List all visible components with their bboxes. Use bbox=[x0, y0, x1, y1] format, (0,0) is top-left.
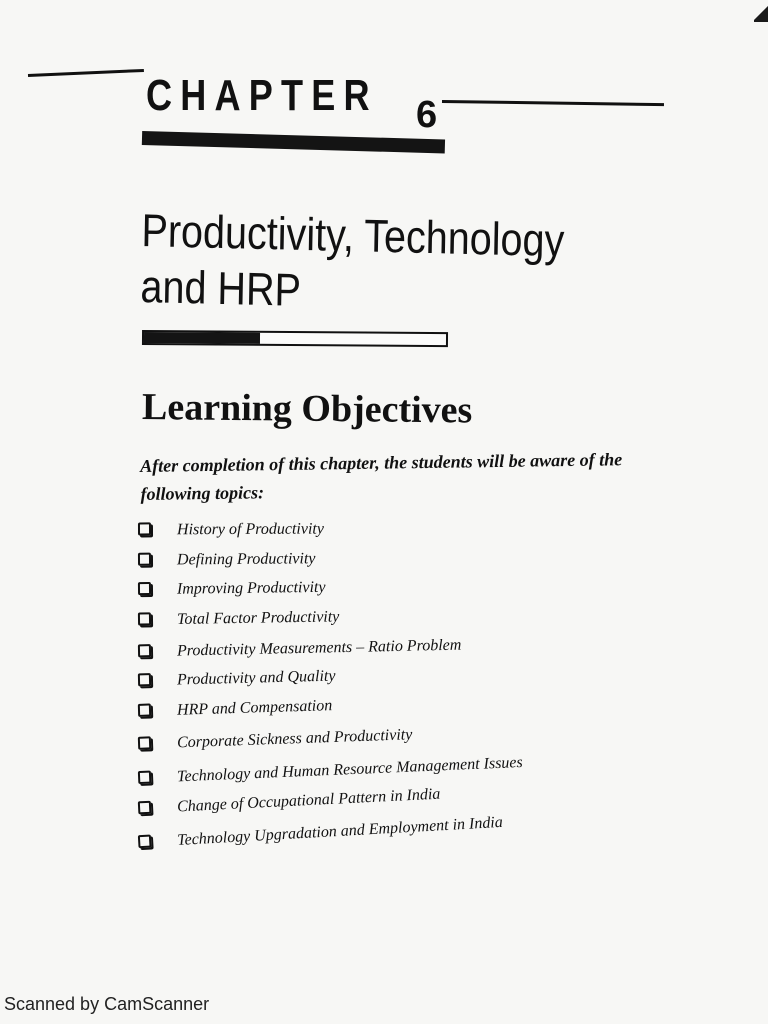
objective-text: Technology and Human Resource Management Issues bbox=[176, 753, 524, 786]
objective-item bbox=[138, 607, 340, 630]
title-bar bbox=[142, 330, 448, 347]
checkbox-icon bbox=[138, 553, 151, 566]
chapter-label: CHAPTER bbox=[146, 71, 378, 120]
corner-mark bbox=[754, 0, 768, 22]
objective-item bbox=[138, 753, 523, 789]
checkbox-icon bbox=[138, 673, 151, 686]
objective-item bbox=[138, 667, 336, 692]
checkbox-icon bbox=[138, 771, 152, 785]
checkbox-icon bbox=[138, 835, 152, 849]
title-bar-fill bbox=[144, 332, 260, 344]
objective-text: HRP and Compensation bbox=[176, 697, 333, 719]
checkbox-icon bbox=[138, 613, 151, 626]
objective-text: Productivity Measurements – Ratio Problem bbox=[176, 636, 462, 660]
checkbox-icon bbox=[138, 582, 151, 595]
objective-item bbox=[138, 696, 333, 722]
checkbox-icon bbox=[138, 801, 152, 815]
checkbox-icon bbox=[138, 523, 151, 536]
chapter-title: Productivity, Technology and HRP bbox=[140, 203, 565, 316]
chapter-number: 6 bbox=[416, 94, 438, 136]
learning-objectives-intro: After completion of this chapter, the students will be aware of the following topics: bbox=[140, 449, 623, 504]
objective-text: Change of Occupational Pattern in India bbox=[176, 785, 441, 816]
objective-item bbox=[138, 578, 326, 600]
chapter-rule-left bbox=[28, 69, 144, 77]
objective-item bbox=[138, 549, 316, 571]
objective-item bbox=[138, 636, 462, 663]
chapter-bar bbox=[142, 131, 445, 153]
objective-text: Total Factor Productivity bbox=[176, 608, 340, 628]
checkbox-icon bbox=[138, 737, 151, 750]
checkbox-icon bbox=[138, 644, 151, 657]
chapter-rule-right bbox=[442, 100, 664, 106]
objective-text: Technology Upgradation and Employment in India bbox=[176, 813, 504, 849]
checkbox-icon bbox=[138, 704, 151, 717]
objective-text: Corporate Sickness and Productivity bbox=[176, 726, 413, 752]
objective-text: Productivity and Quality bbox=[176, 667, 336, 689]
objective-text: Improving Productivity bbox=[176, 578, 326, 598]
learning-objectives-heading: Learning Objectives bbox=[141, 386, 473, 432]
objective-item bbox=[138, 813, 504, 853]
objective-item bbox=[138, 725, 413, 755]
scanner-watermark: Scanned by CamScanner bbox=[4, 994, 210, 1014]
objective-item bbox=[138, 785, 441, 820]
objective-text: Defining Productivity bbox=[176, 550, 316, 569]
objective-text: History of Productivity bbox=[176, 520, 324, 539]
objective-item bbox=[138, 520, 324, 541]
